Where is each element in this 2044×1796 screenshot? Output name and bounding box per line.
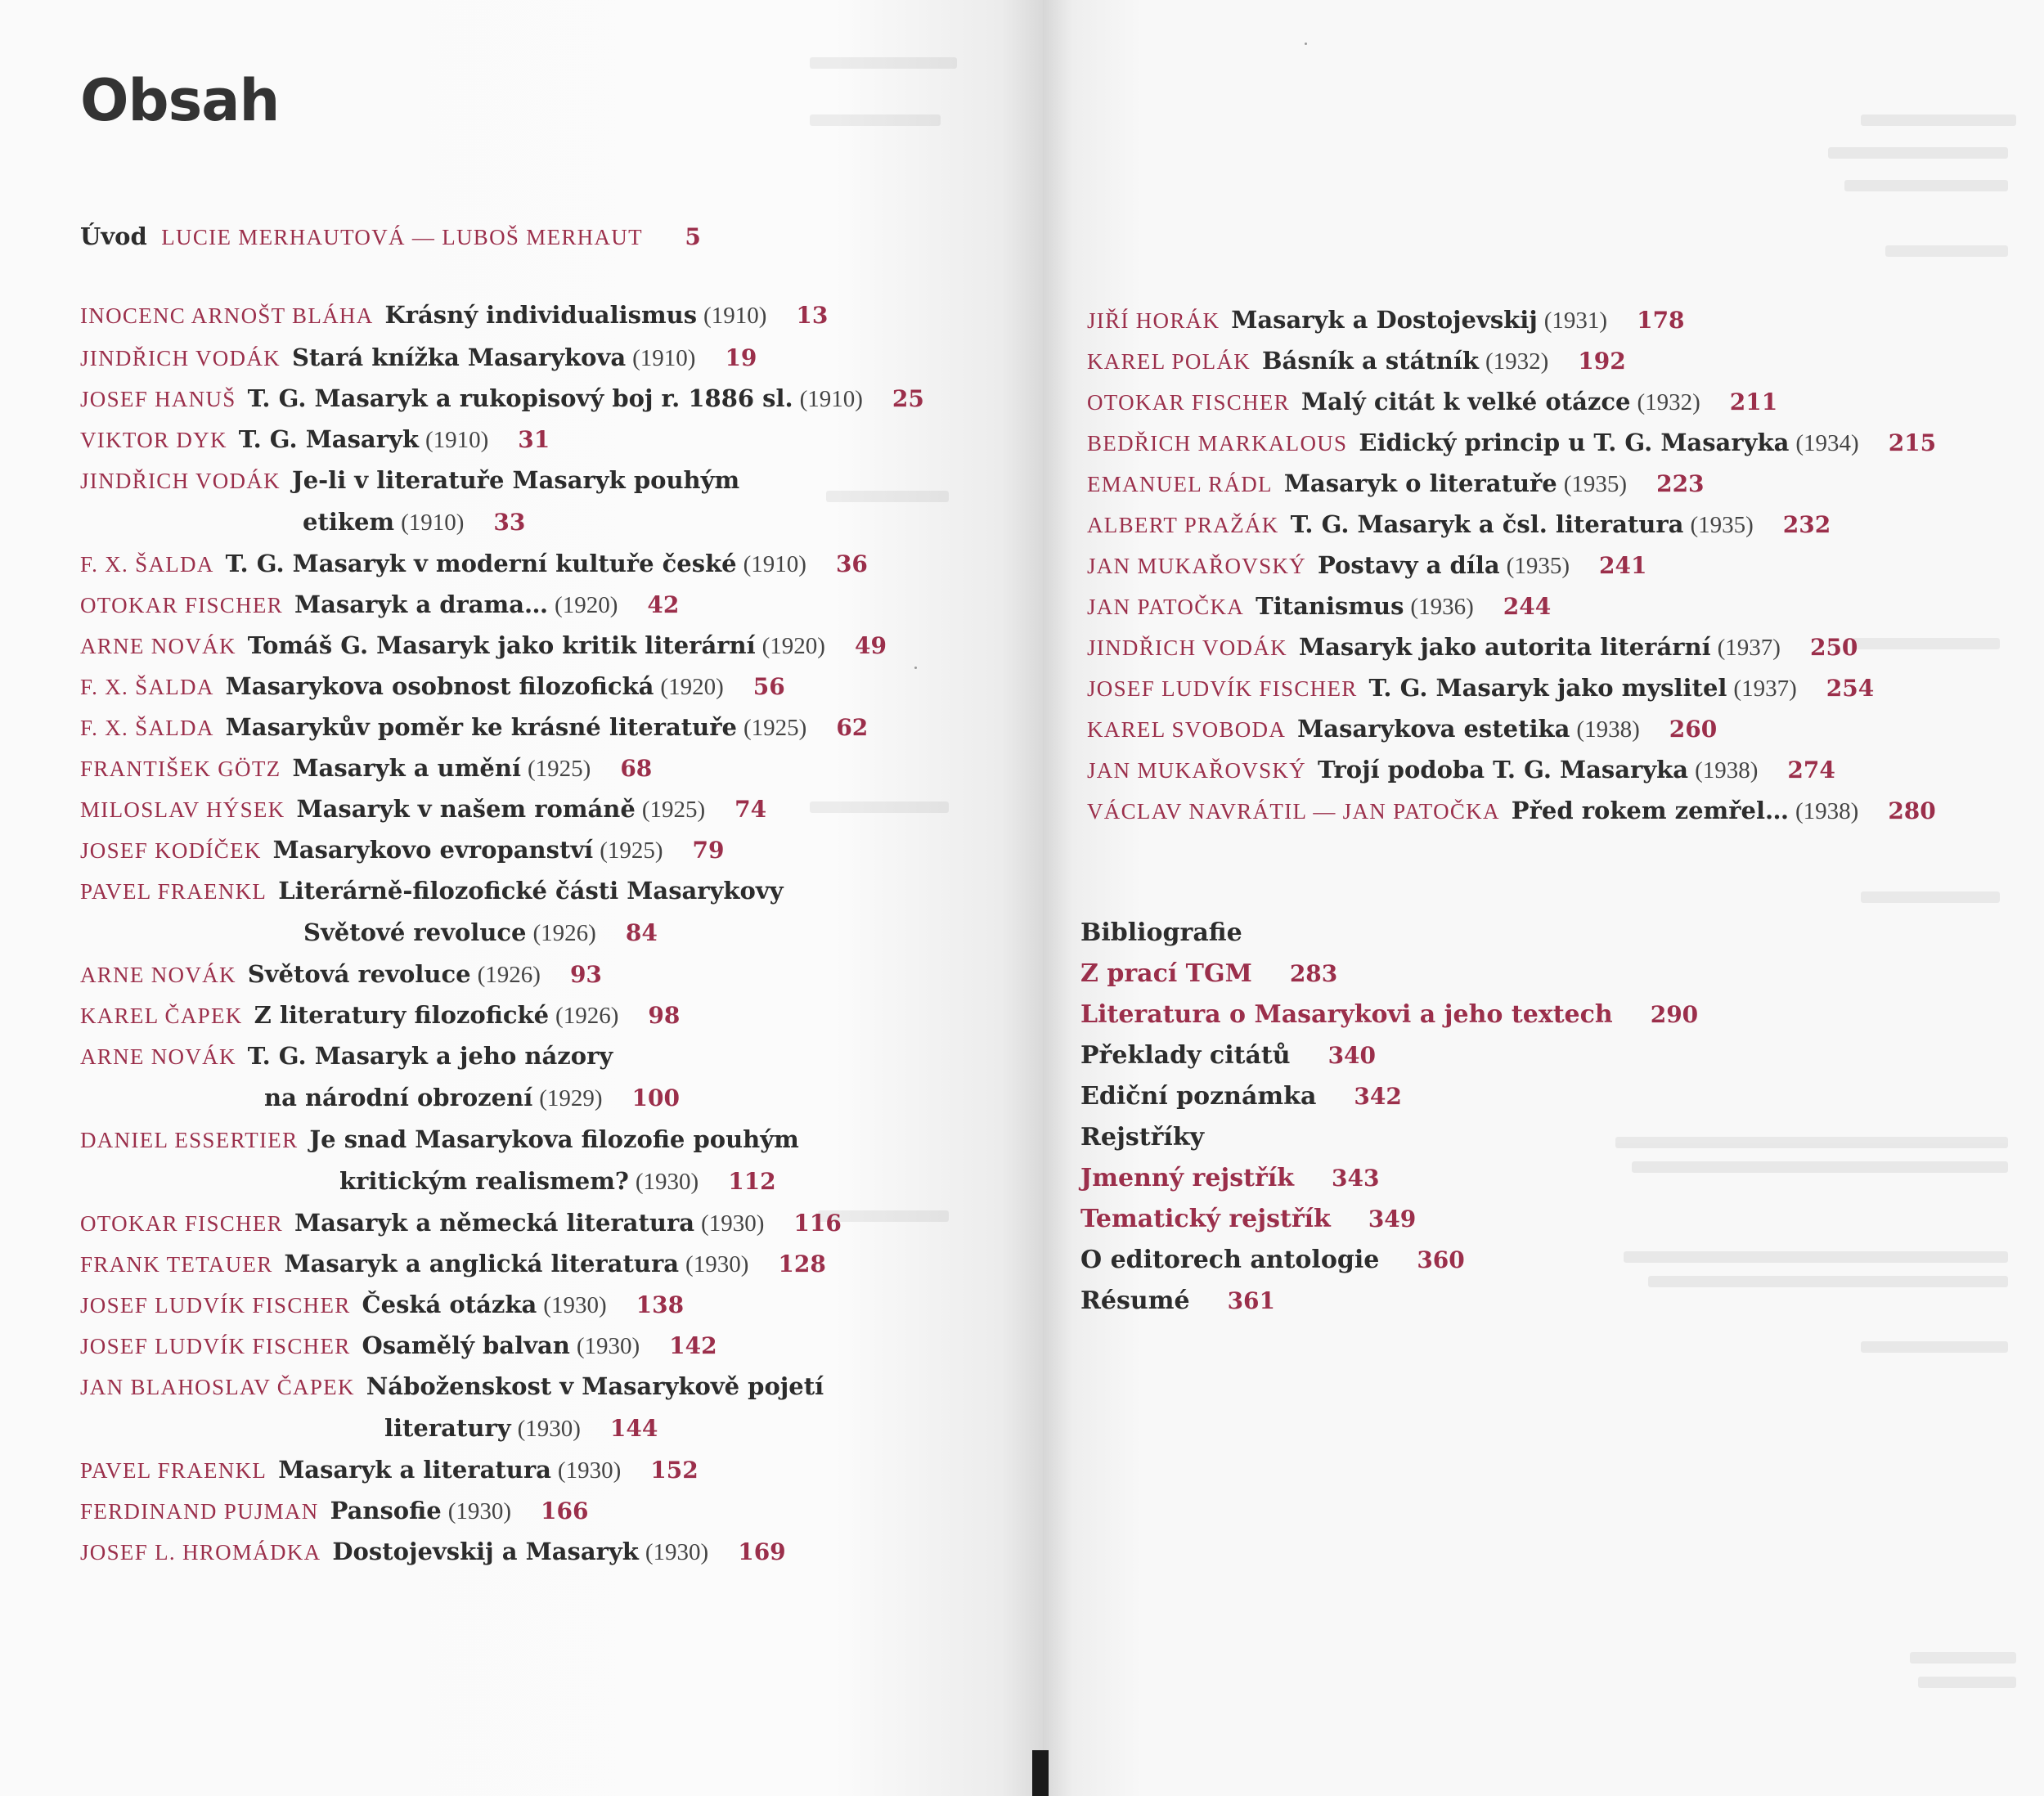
entry-title: Malý citát k velké otázce (1301, 388, 1631, 415)
entry-year: (1925) (600, 837, 663, 864)
entry-title: Literárně-filozofické části Masarykovy (278, 877, 784, 905)
entry-page: 223 (1656, 470, 1705, 497)
entry-author: OTOKAR FISCHER (80, 593, 283, 617)
entry-author: JINDŘICH VODÁK (1087, 635, 1287, 660)
entry-page: 274 (1787, 757, 1835, 784)
intro-title: Úvod (80, 222, 147, 250)
back-matter-item (1080, 1117, 1204, 1158)
entry-author: F. X. ŠALDA (80, 552, 214, 577)
toc-entry (80, 748, 652, 789)
entry-author: JINDŘICH VODÁK (80, 469, 281, 493)
entry-year: (1910) (401, 510, 465, 536)
entry-author: JAN MUKAŘOVSKÝ (1087, 554, 1306, 578)
entry-author: JOSEF LUDVÍK FISCHER (80, 1293, 351, 1318)
entry-year: (1931) (1543, 308, 1608, 334)
toc-entry (1087, 381, 1777, 423)
toc-entry (80, 337, 757, 379)
entry-page: 31 (518, 426, 550, 453)
toc-entry (80, 954, 602, 995)
toc-entry (80, 829, 725, 871)
back-matter-item (1080, 1281, 1275, 1322)
entry-author: JINDŘICH VODÁK (80, 346, 281, 370)
entry-title: Masaryk a Dostojevskij (1231, 306, 1538, 334)
entry-title: Pansofie (330, 1497, 442, 1524)
toc-entry (80, 707, 868, 748)
toc-entry (1087, 790, 1936, 832)
toc-entry (80, 1490, 588, 1532)
entry-author: JOSEF L. HROMÁDKA (80, 1540, 321, 1565)
entry-year: (1934) (1795, 430, 1859, 456)
back-matter-page: 290 (1650, 1001, 1699, 1028)
entry-year: (1926) (477, 962, 541, 988)
toc-entry (80, 1202, 842, 1244)
entry-page: 215 (1888, 429, 1937, 456)
entry-author: JAN PATOČKA (1087, 595, 1245, 619)
entry-title: T. G. Masaryk a jeho názory (247, 1042, 613, 1070)
entry-author: ARNE NOVÁK (80, 963, 236, 987)
entry-author: ARNE NOVÁK (80, 1044, 236, 1069)
toc-entry (80, 294, 828, 336)
entry-title-continued: na národní obrození (264, 1084, 533, 1111)
entry-page: 74 (734, 796, 767, 823)
entry-page: 93 (569, 961, 602, 988)
toc-entry (1087, 504, 1831, 546)
entry-title: Masaryk a drama… (294, 590, 549, 618)
entry-page: 33 (493, 509, 526, 536)
entry-page: 62 (836, 714, 869, 741)
back-matter-item (1080, 1076, 1402, 1117)
entry-page: 254 (1826, 675, 1875, 702)
entry-author: ARNE NOVÁK (80, 634, 236, 658)
entry-title: Masarykovo evropanství (272, 836, 594, 864)
entry-year: (1910) (799, 386, 863, 412)
entry-title: Světová revoluce (247, 960, 471, 988)
entry-page: 250 (1809, 634, 1858, 661)
entry-page: 244 (1503, 593, 1552, 620)
toc-entry (80, 460, 739, 543)
toc-entry (80, 1243, 826, 1285)
entry-title: Masaryk a literatura (278, 1456, 551, 1484)
entry-page: 166 (541, 1497, 589, 1524)
entry-year: (1938) (1695, 757, 1759, 784)
entry-author: JOSEF KODÍČEK (80, 838, 262, 863)
toc-entry (80, 1366, 824, 1449)
back-matter-page: 349 (1368, 1206, 1417, 1233)
entry-year: (1930) (447, 1498, 512, 1524)
entry-page: 178 (1637, 307, 1685, 334)
entry-page: 84 (625, 919, 658, 946)
toc-entry (80, 788, 766, 830)
entry-title: Stará knížka Masarykova (291, 343, 627, 371)
back-matter-label: Jmenný rejstřík (1080, 1164, 1295, 1192)
entry-year: (1930) (517, 1416, 581, 1442)
toc-entry (1087, 463, 1705, 505)
entry-title: Masarykův poměr ke krásné literatuře (225, 713, 737, 741)
entry-title: Masaryk v našem románě (296, 795, 636, 823)
entry-page: 192 (1578, 348, 1626, 375)
intro-entry (80, 216, 701, 258)
entry-year: (1930) (685, 1251, 749, 1277)
entry-title-continued: Světové revoluce (303, 918, 527, 946)
toc-entry (80, 1325, 717, 1367)
entry-title-continued: literatury (384, 1414, 511, 1442)
back-matter-page: 340 (1327, 1042, 1377, 1069)
entry-author: OTOKAR FISCHER (80, 1211, 283, 1236)
entry-page: 138 (636, 1291, 685, 1318)
entry-page: 169 (738, 1538, 786, 1565)
toc-entry (80, 1449, 699, 1491)
entry-year: (1937) (1733, 676, 1797, 702)
entry-year: (1937) (1717, 635, 1781, 661)
entry-page: 144 (609, 1415, 658, 1442)
back-matter-item (1080, 1240, 1465, 1281)
entry-year: (1910) (425, 427, 489, 453)
entry-title: Masaryk a umění (292, 754, 521, 782)
entry-page: 280 (1888, 797, 1936, 824)
entry-year: (1930) (701, 1210, 765, 1237)
entry-title: Je-li v literatuře Masaryk pouhým (291, 466, 740, 494)
entry-author: KAREL ČAPEK (80, 1004, 243, 1028)
entry-title: Eidický princip u T. G. Masaryka (1359, 429, 1790, 456)
entry-author: FERDINAND PUJMAN (80, 1499, 319, 1524)
back-matter-item (1080, 995, 1698, 1035)
entry-author: BEDŘICH MARKALOUS (1087, 431, 1348, 456)
entry-author: FRANK TETAUER (80, 1252, 273, 1277)
back-matter-item (1080, 1199, 1416, 1240)
toc-entry (80, 995, 680, 1036)
entry-author: JAN BLAHOSLAV ČAPEK (80, 1375, 355, 1399)
toc-entry (1087, 626, 1858, 668)
toc-entry (1087, 422, 1936, 464)
entry-author: JIŘÍ HORÁK (1087, 308, 1220, 333)
entry-title: Česká otázka (362, 1291, 537, 1318)
back-matter-item (1080, 954, 1337, 995)
entry-author: EMANUEL RÁDL (1087, 472, 1273, 496)
entry-title: T. G. Masaryk v moderní kultuře české (225, 550, 737, 577)
back-matter-item (1080, 1158, 1379, 1199)
toc-entry (1087, 667, 1874, 709)
entry-year: (1929) (539, 1085, 603, 1111)
intro-authors: LUCIE MERHAUTOVÁ — LUBOŠ MERHAUT (161, 225, 643, 249)
paper-speck (1305, 43, 1307, 45)
entry-title: Titanismus (1256, 592, 1404, 620)
back-matter-label: Z prací TGM (1080, 959, 1252, 988)
entry-author: INOCENC ARNOŠT BLÁHA (80, 303, 374, 328)
entry-page: 56 (752, 673, 785, 700)
entry-author: MILOSLAV HÝSEK (80, 797, 285, 822)
entry-title: Z literatury filozofické (254, 1001, 550, 1029)
entry-year: (1926) (532, 920, 596, 946)
entry-title: Masarykova estetika (1297, 715, 1570, 743)
page-title: Obsah (80, 67, 280, 134)
entry-author: PAVEL FRAENKL (80, 879, 267, 904)
entry-year: (1938) (1576, 716, 1640, 743)
entry-year: (1932) (1485, 348, 1549, 375)
entry-title: Postavy a díla (1317, 551, 1500, 579)
entry-year: (1930) (543, 1292, 607, 1318)
entry-year: (1920) (555, 592, 618, 618)
toc-entry (1087, 586, 1551, 627)
entry-title: T. G. Masaryk jako myslitel (1368, 674, 1727, 702)
entry-author: KAREL SVOBODA (1087, 717, 1287, 742)
entry-page: 68 (620, 755, 653, 782)
entry-year: (1935) (1506, 553, 1570, 579)
entry-page: 19 (725, 344, 757, 371)
entry-title: Je snad Masarykova filozofie pouhým (309, 1125, 799, 1153)
entry-title: Tomáš G. Masaryk jako kritik literární (247, 631, 756, 659)
entry-year: (1930) (576, 1333, 640, 1359)
entry-year: (1926) (555, 1003, 619, 1029)
toc-entry (1087, 708, 1717, 750)
entry-title: T. G. Masaryk a čsl. literatura (1290, 510, 1684, 538)
entry-author: JOSEF HANUŠ (80, 387, 236, 411)
toc-entry (1087, 749, 1835, 791)
entry-author: JOSEF LUDVÍK FISCHER (80, 1334, 351, 1358)
back-matter-label: Tematický rejstřík (1080, 1205, 1331, 1233)
entry-year: (1910) (743, 551, 806, 577)
back-matter-page: 361 (1227, 1287, 1276, 1314)
entry-title: Náboženskost v Masarykově pojetí (366, 1372, 824, 1400)
entry-page: 232 (1782, 511, 1831, 538)
back-matter-page: 342 (1354, 1083, 1402, 1110)
back-matter-label: Résumé (1080, 1286, 1190, 1315)
entry-title: Básník a státník (1262, 347, 1479, 375)
entry-page: 13 (796, 302, 829, 329)
back-matter-label: Překlady citátů (1080, 1041, 1291, 1070)
entry-year: (1910) (632, 345, 696, 371)
entry-year: (1932) (1637, 389, 1700, 415)
entry-author: FRANTIŠEK GÖTZ (80, 757, 281, 781)
back-matter-label: Ediční poznámka (1080, 1082, 1317, 1111)
entry-author: JOSEF LUDVÍK FISCHER (1087, 676, 1358, 701)
entry-author: F. X. ŠALDA (80, 716, 214, 740)
toc-entry (80, 625, 887, 667)
right-page (1043, 0, 2044, 1796)
entry-title: Masaryk jako autorita literární (1298, 633, 1711, 661)
toc-entry (80, 666, 785, 707)
entry-author: PAVEL FRAENKL (80, 1458, 267, 1483)
entry-page: 211 (1729, 388, 1778, 415)
toc-entry (1087, 340, 1626, 382)
entry-page: 100 (631, 1084, 680, 1111)
entry-author: OTOKAR FISCHER (1087, 390, 1290, 415)
toc-entry (1087, 545, 1646, 586)
entry-title: Masaryk a anglická literatura (284, 1250, 680, 1277)
entry-page: 49 (854, 632, 887, 659)
entry-page: 112 (728, 1168, 776, 1195)
entry-title: T. G. Masaryk a rukopisový boj r. 1886 sl. (247, 384, 793, 412)
entry-title: Osamělý balvan (362, 1331, 570, 1359)
entry-year: (1930) (557, 1457, 622, 1484)
paper-speck (914, 667, 917, 669)
entry-page: 142 (669, 1332, 717, 1359)
back-matter-page: 283 (1289, 960, 1338, 987)
toc-entry (80, 1119, 799, 1202)
toc-entry (80, 1531, 786, 1573)
entry-title: Trojí podoba T. G. Masaryka (1317, 756, 1689, 784)
entry-page: 36 (835, 550, 868, 577)
entry-page: 25 (892, 385, 924, 412)
back-matter-page: 360 (1417, 1246, 1465, 1273)
entry-year: (1925) (528, 756, 591, 782)
entry-year: (1938) (1795, 798, 1859, 824)
entry-year: (1925) (641, 797, 706, 823)
entry-page: 260 (1669, 716, 1718, 743)
entry-title: Masaryk a německá literatura (294, 1209, 695, 1237)
intro-page: 5 (685, 223, 701, 250)
entry-year: (1930) (635, 1169, 699, 1195)
entry-year: (1936) (1410, 594, 1474, 620)
entry-title-continued: kritickým realismem? (339, 1167, 629, 1195)
entry-author: DANIEL ESSERTIER (80, 1128, 299, 1152)
toc-entry (80, 543, 868, 585)
entry-title: Dostojevskij a Masaryk (332, 1538, 639, 1565)
toc-entry (80, 870, 784, 954)
entry-author: VÁCLAV NAVRÁTIL — JAN PATOČKA (1087, 799, 1500, 824)
toc-entry (80, 1284, 684, 1326)
back-matter-item (1080, 1035, 1376, 1076)
toc-entry (80, 1035, 680, 1119)
entry-page: 116 (793, 1210, 842, 1237)
toc-entry (80, 378, 924, 420)
toc-entry (80, 584, 679, 626)
entry-author: JAN MUKAŘOVSKÝ (1087, 758, 1306, 783)
back-matter-page: 343 (1332, 1165, 1380, 1192)
entry-year: (1925) (743, 715, 807, 741)
back-matter-label: Rejstříky (1080, 1123, 1205, 1152)
entry-author: KAREL POLÁK (1087, 349, 1251, 374)
entry-page: 42 (647, 591, 680, 618)
entry-page: 241 (1598, 552, 1647, 579)
entry-title: T. G. Masaryk (238, 425, 419, 453)
entry-title: Masarykova osobnost filozofická (225, 672, 654, 700)
back-matter-label: Literatura o Masarykovi a jeho textech (1080, 1000, 1613, 1029)
entry-title-continued: etikem (303, 508, 395, 536)
entry-page: 152 (650, 1457, 699, 1484)
entry-title: Krásný individualismus (384, 301, 698, 329)
back-matter-item (1080, 913, 1242, 954)
entry-year: (1920) (761, 633, 825, 659)
entry-year: (1935) (1563, 471, 1628, 497)
back-matter-label: O editorech antologie (1080, 1246, 1380, 1274)
entry-page: 98 (648, 1002, 681, 1029)
entry-year: (1930) (645, 1539, 709, 1565)
entry-page: 79 (692, 837, 725, 864)
show-through-right (1043, 0, 2044, 1796)
entry-title: Před rokem zemřel… (1511, 797, 1789, 824)
toc-entry (80, 419, 550, 460)
entry-page: 128 (778, 1250, 826, 1277)
entry-author: F. X. ŠALDA (80, 675, 214, 699)
toc-entry (1087, 299, 1685, 341)
entry-title: Masaryk o literatuře (1283, 469, 1557, 497)
entry-year: (1920) (660, 674, 724, 700)
entry-year: (1910) (703, 303, 767, 329)
entry-author: VIKTOR DYK (80, 428, 227, 452)
back-matter-label: Bibliografie (1080, 918, 1242, 947)
entry-author: ALBERT PRAŽÁK (1087, 513, 1279, 537)
entry-year: (1935) (1690, 512, 1754, 538)
book-spine-shadow (1032, 1750, 1049, 1796)
